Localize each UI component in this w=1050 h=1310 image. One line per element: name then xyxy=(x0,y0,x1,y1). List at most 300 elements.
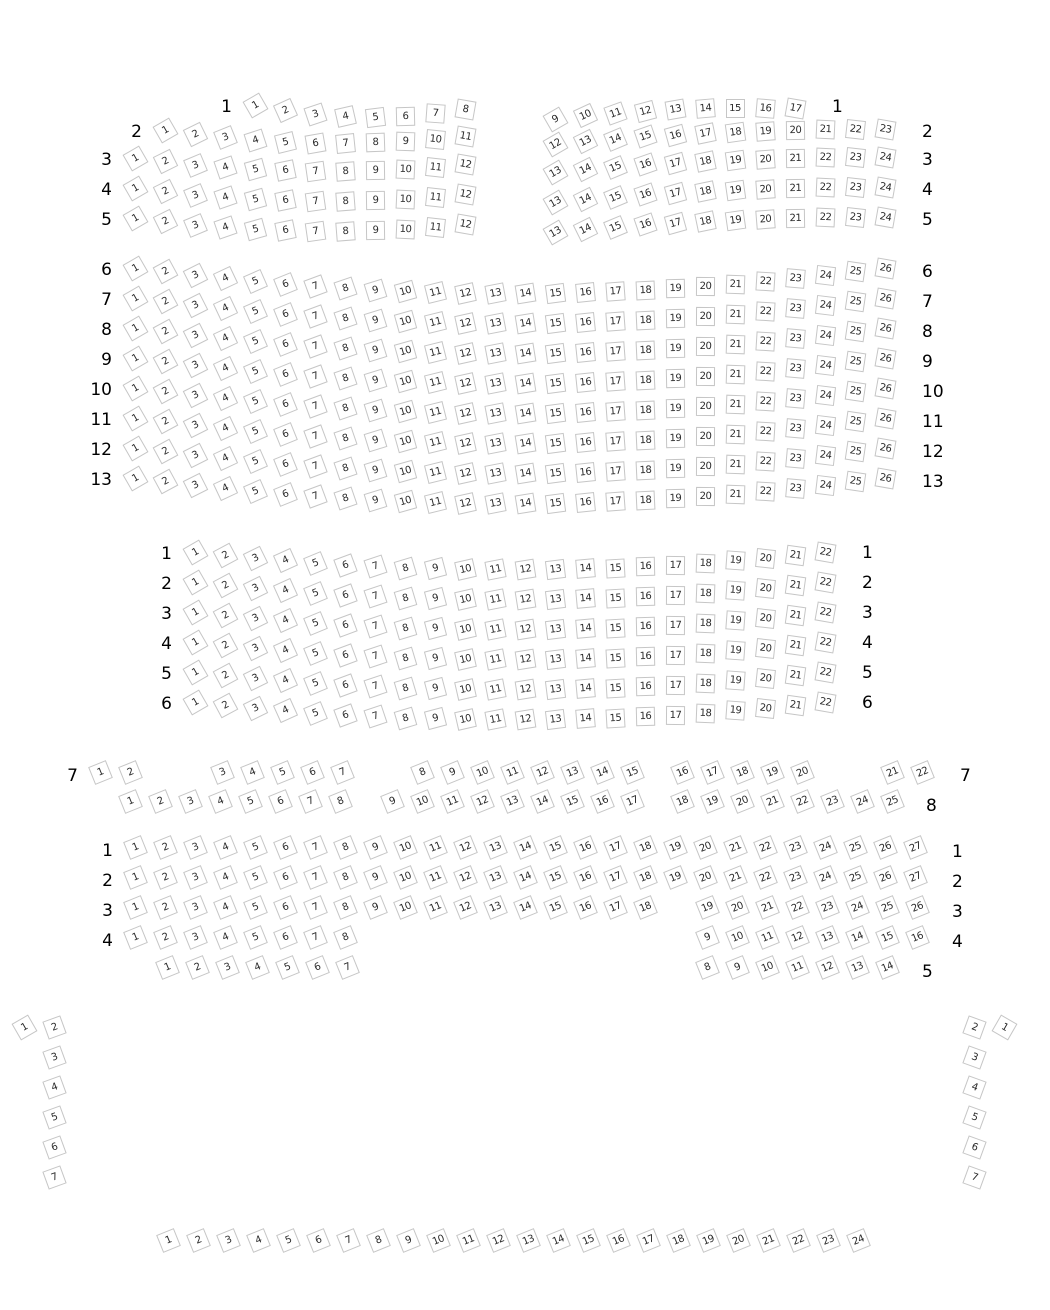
seat[interactable]: 15 xyxy=(603,215,628,240)
seat[interactable]: 23 xyxy=(815,895,840,920)
seat[interactable]: 14 xyxy=(575,619,596,640)
seat[interactable]: 5 xyxy=(243,865,268,890)
seat[interactable]: 22 xyxy=(814,541,836,563)
seat[interactable]: 3 xyxy=(183,153,208,178)
seat[interactable]: 19 xyxy=(665,279,684,298)
seat[interactable]: 2 xyxy=(272,98,297,123)
seat[interactable]: 24 xyxy=(814,355,835,376)
seat[interactable]: 13 xyxy=(484,283,506,305)
seat[interactable]: 21 xyxy=(785,179,804,198)
seat[interactable]: 15 xyxy=(603,155,628,180)
seat[interactable]: 2 xyxy=(152,149,177,174)
seat[interactable]: 19 xyxy=(663,865,688,890)
seat[interactable]: 3 xyxy=(962,1045,986,1069)
seat[interactable]: 3 xyxy=(178,789,203,814)
seat[interactable]: 7 xyxy=(303,365,327,389)
seat[interactable]: 24 xyxy=(845,895,870,920)
seat[interactable]: 25 xyxy=(844,261,866,283)
seat[interactable]: 6 xyxy=(273,362,298,387)
seat[interactable]: 1 xyxy=(122,175,148,201)
seat[interactable]: 18 xyxy=(666,1228,691,1253)
seat[interactable]: 11 xyxy=(423,311,446,334)
seat[interactable]: 9 xyxy=(440,760,465,785)
seat[interactable]: 22 xyxy=(815,178,835,198)
seat[interactable]: 23 xyxy=(845,207,866,228)
seat[interactable]: 15 xyxy=(875,925,900,950)
seat[interactable]: 22 xyxy=(755,332,775,352)
seat[interactable]: 10 xyxy=(393,835,418,860)
seat[interactable]: 17 xyxy=(663,151,686,174)
seat[interactable]: 14 xyxy=(514,373,536,395)
seat[interactable]: 10 xyxy=(425,129,446,150)
seat[interactable]: 3 xyxy=(182,413,208,439)
seat[interactable]: 11 xyxy=(423,895,448,920)
seat[interactable]: 7 xyxy=(303,835,328,860)
seat[interactable]: 16 xyxy=(755,98,776,119)
seat[interactable]: 12 xyxy=(454,154,476,176)
seat[interactable]: 5 xyxy=(303,641,328,666)
seat[interactable]: 11 xyxy=(484,619,506,641)
seat[interactable]: 12 xyxy=(454,312,477,335)
seat[interactable]: 21 xyxy=(723,835,748,860)
seat[interactable]: 12 xyxy=(514,619,536,641)
seat[interactable]: 22 xyxy=(755,452,775,472)
seat[interactable]: 13 xyxy=(572,129,597,154)
seat[interactable]: 7 xyxy=(303,865,328,890)
seat[interactable]: 4 xyxy=(212,386,237,411)
seat[interactable]: 19 xyxy=(725,701,745,721)
seat[interactable]: 19 xyxy=(725,551,745,571)
seat[interactable]: 5 xyxy=(275,955,300,980)
seat[interactable]: 1 xyxy=(182,539,208,565)
seat[interactable]: 13 xyxy=(542,189,568,215)
seat[interactable]: 7 xyxy=(303,455,327,479)
seat[interactable]: 1 xyxy=(122,465,148,491)
seat[interactable]: 9 xyxy=(363,399,387,423)
seat[interactable]: 21 xyxy=(723,865,748,890)
seat[interactable]: 10 xyxy=(755,955,780,980)
seat[interactable]: 15 xyxy=(544,403,565,424)
seat[interactable]: 6 xyxy=(273,835,298,860)
seat[interactable]: 19 xyxy=(760,760,785,785)
seat[interactable]: 17 xyxy=(605,432,625,452)
seat[interactable]: 14 xyxy=(572,157,597,182)
seat[interactable]: 6 xyxy=(273,895,298,920)
seat[interactable]: 6 xyxy=(273,422,298,447)
seat[interactable]: 6 xyxy=(42,1135,66,1159)
seat[interactable]: 14 xyxy=(514,463,536,485)
seat[interactable]: 16 xyxy=(905,925,930,950)
seat[interactable]: 21 xyxy=(785,209,804,228)
seat[interactable]: 6 xyxy=(273,332,298,357)
seat[interactable]: 7 xyxy=(303,895,328,920)
seat[interactable]: 17 xyxy=(700,760,725,785)
seat[interactable]: 4 xyxy=(212,416,237,441)
seat[interactable]: 23 xyxy=(785,479,806,500)
seat[interactable]: 15 xyxy=(544,343,565,364)
seat[interactable]: 18 xyxy=(635,341,655,361)
seat[interactable]: 20 xyxy=(755,548,776,569)
seat[interactable]: 8 xyxy=(335,161,355,181)
seat[interactable]: 15 xyxy=(560,789,585,814)
seat[interactable]: 11 xyxy=(500,760,525,785)
seat[interactable]: 17 xyxy=(605,282,625,302)
seat[interactable]: 23 xyxy=(785,329,806,350)
seat[interactable]: 12 xyxy=(514,589,536,611)
seat[interactable]: 8 xyxy=(393,556,417,580)
seat[interactable]: 20 xyxy=(695,487,714,506)
seat[interactable]: 26 xyxy=(873,835,898,860)
seat[interactable]: 19 xyxy=(665,339,684,358)
seat[interactable]: 17 xyxy=(665,585,684,604)
seat[interactable]: 8 xyxy=(393,616,417,640)
seat[interactable]: 20 xyxy=(790,760,815,785)
seat[interactable]: 2 xyxy=(42,1015,66,1039)
seat[interactable]: 8 xyxy=(333,487,357,511)
seat[interactable]: 11 xyxy=(484,589,506,611)
seat[interactable]: 5 xyxy=(303,551,328,576)
seat[interactable]: 22 xyxy=(814,571,836,593)
seat[interactable]: 19 xyxy=(724,179,746,201)
seat[interactable]: 4 xyxy=(246,1228,271,1253)
seat[interactable]: 2 xyxy=(185,955,210,980)
seat[interactable]: 11 xyxy=(423,281,446,304)
seat[interactable]: 21 xyxy=(784,575,805,596)
seat[interactable]: 20 xyxy=(755,668,776,689)
seat[interactable]: 5 xyxy=(243,895,268,920)
seat[interactable]: 6 xyxy=(274,220,296,242)
seat[interactable]: 21 xyxy=(784,545,805,566)
seat[interactable]: 22 xyxy=(785,895,810,920)
seat[interactable]: 11 xyxy=(454,125,476,147)
seat[interactable]: 10 xyxy=(393,280,416,303)
seat[interactable]: 11 xyxy=(603,101,627,125)
seat[interactable]: 19 xyxy=(725,641,745,661)
seat[interactable]: 4 xyxy=(212,326,237,351)
seat[interactable]: 21 xyxy=(725,305,745,325)
seat[interactable]: 16 xyxy=(635,587,654,606)
seat[interactable]: 10 xyxy=(395,219,415,239)
seat[interactable]: 5 xyxy=(364,107,385,128)
seat[interactable]: 15 xyxy=(605,708,625,728)
seat[interactable]: 25 xyxy=(844,411,866,433)
seat[interactable]: 2 xyxy=(152,469,178,495)
seat[interactable]: 18 xyxy=(695,613,715,633)
seat[interactable]: 23 xyxy=(845,147,866,168)
seat[interactable]: 3 xyxy=(242,605,267,630)
seat[interactable]: 14 xyxy=(530,789,555,814)
seat[interactable]: 14 xyxy=(575,649,596,670)
seat[interactable]: 7 xyxy=(303,305,327,329)
seat[interactable]: 2 xyxy=(152,319,178,345)
seat[interactable]: 7 xyxy=(303,275,327,299)
seat[interactable]: 26 xyxy=(874,407,896,429)
seat[interactable]: 18 xyxy=(694,180,716,202)
seat[interactable]: 1 xyxy=(122,435,148,461)
seat[interactable]: 6 xyxy=(333,553,357,577)
seat[interactable]: 8 xyxy=(333,925,358,950)
seat[interactable]: 16 xyxy=(575,313,596,334)
seat[interactable]: 25 xyxy=(843,835,868,860)
seat[interactable]: 17 xyxy=(665,615,684,634)
seat[interactable]: 22 xyxy=(845,119,866,140)
seat[interactable]: 13 xyxy=(484,493,506,515)
seat[interactable]: 5 xyxy=(243,218,266,241)
seat[interactable]: 4 xyxy=(212,266,237,291)
seat[interactable]: 6 xyxy=(333,673,357,697)
seat[interactable]: 21 xyxy=(760,789,785,814)
seat[interactable]: 2 xyxy=(153,865,178,890)
seat[interactable]: 10 xyxy=(725,925,750,950)
seat[interactable]: 13 xyxy=(483,865,508,890)
seat[interactable]: 15 xyxy=(543,895,568,920)
seat[interactable]: 25 xyxy=(844,441,866,463)
seat[interactable]: 14 xyxy=(572,187,597,212)
seat[interactable]: 2 xyxy=(212,602,238,628)
seat[interactable]: 18 xyxy=(694,210,716,232)
seat[interactable]: 5 xyxy=(270,760,295,785)
seat[interactable]: 2 xyxy=(212,542,238,568)
seat[interactable]: 3 xyxy=(182,263,208,289)
seat[interactable]: 22 xyxy=(910,760,935,785)
seat[interactable]: 7 xyxy=(335,955,360,980)
seat[interactable]: 17 xyxy=(605,462,625,482)
seat[interactable]: 21 xyxy=(755,895,780,920)
seat[interactable]: 18 xyxy=(635,461,655,481)
seat[interactable]: 24 xyxy=(874,147,896,169)
seat[interactable]: 5 xyxy=(242,329,267,354)
seat[interactable]: 24 xyxy=(846,1228,871,1253)
seat[interactable]: 3 xyxy=(182,293,208,319)
seat[interactable]: 21 xyxy=(725,455,745,475)
seat[interactable]: 1 xyxy=(182,599,208,625)
seat[interactable]: 3 xyxy=(183,895,208,920)
seat[interactable]: 20 xyxy=(695,397,714,416)
seat[interactable]: 17 xyxy=(663,181,686,204)
seat[interactable]: 3 xyxy=(183,865,208,890)
seat[interactable]: 18 xyxy=(635,311,655,331)
seat[interactable]: 12 xyxy=(454,462,477,485)
seat[interactable]: 25 xyxy=(844,381,866,403)
seat[interactable]: 8 xyxy=(335,221,355,241)
seat[interactable]: 7 xyxy=(335,133,356,154)
seat[interactable]: 6 xyxy=(273,302,298,327)
seat[interactable]: 1 xyxy=(122,205,148,231)
seat[interactable]: 13 xyxy=(560,760,585,785)
seat[interactable]: 13 xyxy=(483,835,508,860)
seat[interactable]: 17 xyxy=(620,789,645,814)
seat[interactable]: 5 xyxy=(238,789,263,814)
seat[interactable]: 13 xyxy=(542,159,568,185)
seat[interactable]: 13 xyxy=(542,219,568,245)
seat[interactable]: 9 xyxy=(395,131,415,151)
seat[interactable]: 20 xyxy=(695,427,714,446)
seat[interactable]: 8 xyxy=(393,676,417,700)
seat[interactable]: 3 xyxy=(183,835,208,860)
seat[interactable]: 11 xyxy=(755,925,780,950)
seat[interactable]: 5 xyxy=(276,1228,301,1253)
seat[interactable]: 17 xyxy=(605,372,625,392)
seat[interactable]: 9 xyxy=(396,1228,421,1253)
seat[interactable]: 22 xyxy=(755,482,775,502)
seat[interactable]: 11 xyxy=(425,217,446,238)
seat[interactable]: 16 xyxy=(573,895,598,920)
seat[interactable]: 8 xyxy=(695,955,720,980)
seat[interactable]: 22 xyxy=(753,865,778,890)
seat[interactable]: 19 xyxy=(665,459,684,478)
seat[interactable]: 18 xyxy=(730,760,755,785)
seat[interactable]: 7 xyxy=(363,675,387,699)
seat[interactable]: 3 xyxy=(182,353,208,379)
seat[interactable]: 18 xyxy=(635,401,655,421)
seat[interactable]: 9 xyxy=(423,557,446,580)
seat[interactable]: 12 xyxy=(454,432,477,455)
seat[interactable]: 8 xyxy=(333,277,357,301)
seat[interactable]: 10 xyxy=(393,460,416,483)
seat[interactable]: 20 xyxy=(726,1228,751,1253)
seat[interactable]: 14 xyxy=(514,493,536,515)
seat[interactable]: 20 xyxy=(755,149,775,169)
seat[interactable]: 12 xyxy=(785,925,810,950)
seat[interactable]: 19 xyxy=(755,121,775,141)
seat[interactable]: 17 xyxy=(605,492,625,512)
seat[interactable]: 15 xyxy=(544,283,565,304)
seat[interactable]: 12 xyxy=(514,559,536,581)
seat[interactable]: 9 xyxy=(365,191,384,210)
seat[interactable]: 23 xyxy=(783,865,808,890)
seat[interactable]: 2 xyxy=(152,409,178,435)
seat[interactable]: 20 xyxy=(755,698,776,719)
seat[interactable]: 15 xyxy=(633,125,657,149)
seat[interactable]: 14 xyxy=(513,865,538,890)
seat[interactable]: 10 xyxy=(454,648,477,671)
seat[interactable]: 1 xyxy=(991,1014,1017,1040)
seat[interactable]: 23 xyxy=(785,389,806,410)
seat[interactable]: 10 xyxy=(393,370,416,393)
seat[interactable]: 8 xyxy=(335,191,355,211)
seat[interactable]: 24 xyxy=(814,415,835,436)
seat[interactable]: 14 xyxy=(514,403,536,425)
seat[interactable]: 8 xyxy=(333,397,357,421)
seat[interactable]: 25 xyxy=(844,471,866,493)
seat[interactable]: 21 xyxy=(785,149,804,168)
seat[interactable]: 8 xyxy=(393,646,417,670)
seat[interactable]: 5 xyxy=(303,701,328,726)
seat[interactable]: 6 xyxy=(273,272,298,297)
seat[interactable]: 7 xyxy=(962,1165,986,1189)
seat[interactable]: 25 xyxy=(880,789,905,814)
seat[interactable]: 20 xyxy=(755,638,776,659)
seat[interactable]: 19 xyxy=(665,369,684,388)
seat[interactable]: 14 xyxy=(575,559,596,580)
seat[interactable]: 2 xyxy=(182,121,207,146)
seat[interactable]: 11 xyxy=(423,431,446,454)
seat[interactable]: 11 xyxy=(484,649,506,671)
seat[interactable]: 4 xyxy=(212,476,237,501)
seat[interactable]: 13 xyxy=(815,925,840,950)
seat[interactable]: 14 xyxy=(575,709,596,730)
seat[interactable]: 23 xyxy=(845,177,866,198)
seat[interactable]: 5 xyxy=(242,359,267,384)
seat[interactable]: 3 xyxy=(242,575,267,600)
seat[interactable]: 23 xyxy=(785,269,806,290)
seat[interactable]: 18 xyxy=(694,150,716,172)
seat[interactable]: 18 xyxy=(635,431,655,451)
seat[interactable]: 1 xyxy=(182,689,208,715)
seat[interactable]: 1 xyxy=(88,760,113,785)
seat[interactable]: 20 xyxy=(755,209,775,229)
seat[interactable]: 10 xyxy=(426,1228,451,1253)
seat[interactable]: 2 xyxy=(152,179,177,204)
seat[interactable]: 8 xyxy=(454,98,476,120)
seat[interactable]: 20 xyxy=(785,121,804,140)
seat[interactable]: 21 xyxy=(725,335,745,355)
seat[interactable]: 13 xyxy=(544,559,565,580)
seat[interactable]: 4 xyxy=(962,1075,986,1099)
seat[interactable]: 14 xyxy=(546,1228,571,1253)
seat[interactable]: 19 xyxy=(696,1228,721,1253)
seat[interactable]: 17 xyxy=(665,705,684,724)
seat[interactable]: 4 xyxy=(213,186,237,210)
seat[interactable]: 2 xyxy=(152,349,178,375)
seat[interactable]: 25 xyxy=(844,291,866,313)
seat[interactable]: 9 xyxy=(423,617,446,640)
seat[interactable]: 12 xyxy=(542,131,568,157)
seat[interactable]: 16 xyxy=(575,493,596,514)
seat[interactable]: 15 xyxy=(605,678,625,698)
seat[interactable]: 17 xyxy=(603,865,628,890)
seat[interactable]: 20 xyxy=(693,835,718,860)
seat[interactable]: 6 xyxy=(274,190,296,212)
seat[interactable]: 16 xyxy=(635,677,654,696)
seat[interactable]: 10 xyxy=(454,588,477,611)
seat[interactable]: 23 xyxy=(874,119,896,141)
seat[interactable]: 9 xyxy=(363,339,387,363)
seat[interactable]: 7 xyxy=(363,555,387,579)
seat[interactable]: 26 xyxy=(874,257,896,279)
seat[interactable]: 18 xyxy=(695,583,715,603)
seat[interactable]: 9 xyxy=(363,279,387,303)
seat[interactable]: 16 xyxy=(670,760,695,785)
seat[interactable]: 4 xyxy=(272,578,297,603)
seat[interactable]: 26 xyxy=(874,467,896,489)
seat[interactable]: 13 xyxy=(544,709,565,730)
seat[interactable]: 22 xyxy=(753,835,778,860)
seat[interactable]: 19 xyxy=(725,611,745,631)
seat[interactable]: 8 xyxy=(333,865,358,890)
seat[interactable]: 24 xyxy=(874,177,896,199)
seat[interactable]: 15 xyxy=(543,835,568,860)
seat[interactable]: 24 xyxy=(814,265,835,286)
seat[interactable]: 18 xyxy=(635,281,655,301)
seat[interactable]: 21 xyxy=(725,365,745,385)
seat[interactable]: 1 xyxy=(123,895,148,920)
seat[interactable]: 12 xyxy=(514,709,536,731)
seat[interactable]: 3 xyxy=(182,383,208,409)
seat[interactable]: 3 xyxy=(216,1228,241,1253)
seat[interactable]: 6 xyxy=(273,482,298,507)
seat[interactable]: 20 xyxy=(730,789,755,814)
seat[interactable]: 11 xyxy=(423,371,446,394)
seat[interactable]: 18 xyxy=(635,371,655,391)
seat[interactable]: 16 xyxy=(633,183,657,207)
seat[interactable]: 10 xyxy=(393,310,416,333)
seat[interactable]: 16 xyxy=(575,433,596,454)
seat[interactable]: 3 xyxy=(242,635,267,660)
seat[interactable]: 3 xyxy=(303,102,327,126)
seat[interactable]: 7 xyxy=(298,789,323,814)
seat[interactable]: 6 xyxy=(395,106,414,125)
